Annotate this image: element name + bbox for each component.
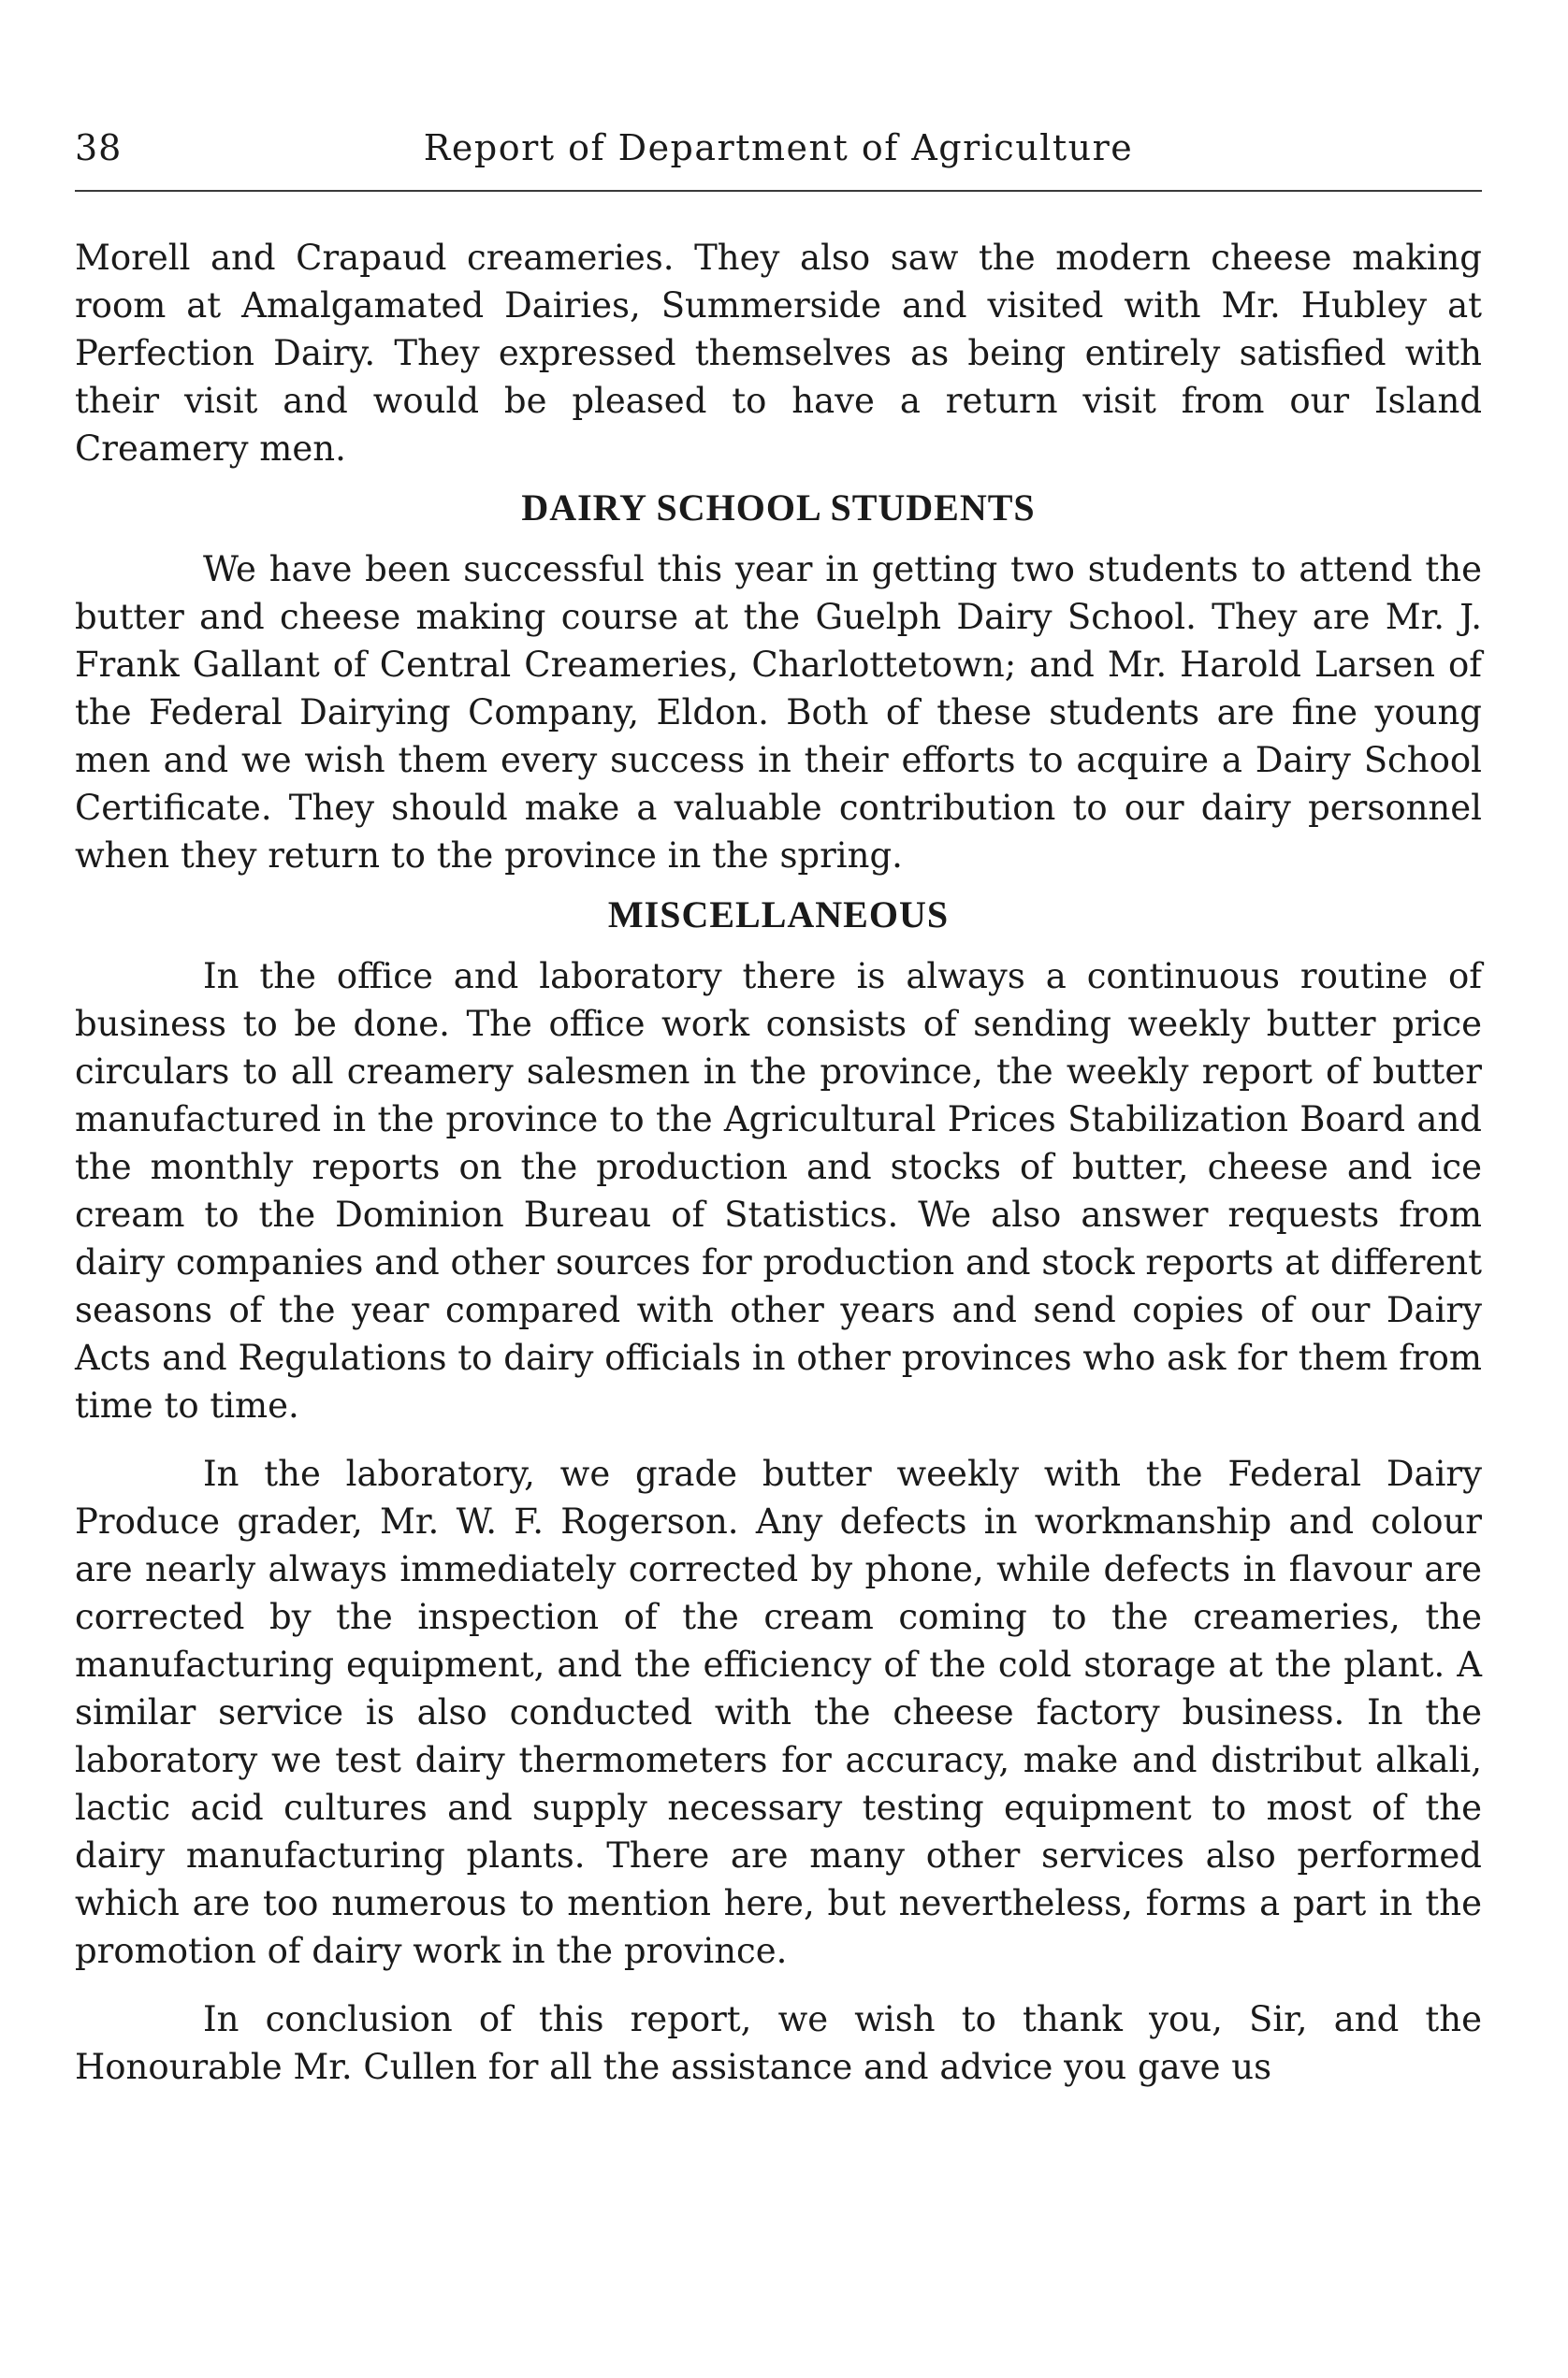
section-heading-dairy-school-students: DAIRY SCHOOL STUDENTS: [521, 486, 1036, 529]
paragraph-creamery-visit: Morell and Crapaud creameries. They also saw the modern cheese making room at Amalgamated Dairies, Summerside and visited with Mr. Hubley at Perfection Dairy. They expressed themselves as being entirely satisfied with their visit and would be pleased to have a return visit from our Island Creamery men.: [75, 238, 1482, 469]
header-rule: [75, 190, 1482, 192]
running-header: [75, 120, 1482, 176]
paragraph-laboratory: In the laboratory, we grade butter weekly with the Federal Dairy Produce grader, Mr. W. F. Rogerson. Any defects in workmanship and colour are nearly always immediately corrected by phone, while defects in flavour are corrected by the inspection of the cream coming to the creameries, the manufacturing equipment, and the efficiency of the cold storage at the plant. A similar service is also conducted with the cheese factory business. In the laboratory we test dairy thermometers for accuracy, make and distribut alkali, lactic acid cultures and supply necessary testing equipment to most of the dairy manufacturing plants. There are many other services also performed which are too numerous to mention here, but nevertheless, forms a part in the promotion of dairy work in the province.: [75, 1454, 1482, 1971]
section-heading-miscellaneous: MISCELLANEOUS: [607, 893, 950, 935]
running-title: Report of Department of Agriculture: [423, 127, 1134, 168]
paragraph-spacer: [75, 1429, 1482, 1450]
body-text: [75, 234, 1482, 2091]
page-number: 38: [75, 127, 123, 168]
paragraph-office-work: In the office and laboratory there is always a continuous routine of business to be done. The office work consists of sending weekly butter price circulars to all creamery salesmen in the province, the weekly report of butter manufactured in the province to the Agricultural Prices Stabilization Board and the monthly reports on the production and stocks of butter, cheese and ice cream to the Dominion Bureau of Statistics. We also answer requests from dairy companies and other sources for production and stock reports at different seasons of the year compared with other years and send copies of our Dairy Acts and Regulations to dairy officials in other provinces who ask for them from time to time.: [75, 956, 1482, 1426]
paragraph-conclusion: In conclusion of this report, we wish to thank you, Sir, and the Honourable Mr. Cullen for all the assistance and advice you gave us: [75, 1999, 1482, 2087]
paragraph-spacer: [75, 1975, 1482, 1995]
paragraph-dairy-school-students: We have been successful this year in getting two students to attend the butter and cheese making course at the Guelph Dairy School. They are Mr. J. Frank Gallant of Central Creameries, Charlottetown; and Mr. Harold Larsen of the Federal Dairying Company, Eldon. Both of these students are fine young men and we wish them every success in their efforts to acquire a Dairy School Certificate. They should make a valuable contribution to our dairy personnel when they return to the province in the spring.: [75, 549, 1482, 876]
